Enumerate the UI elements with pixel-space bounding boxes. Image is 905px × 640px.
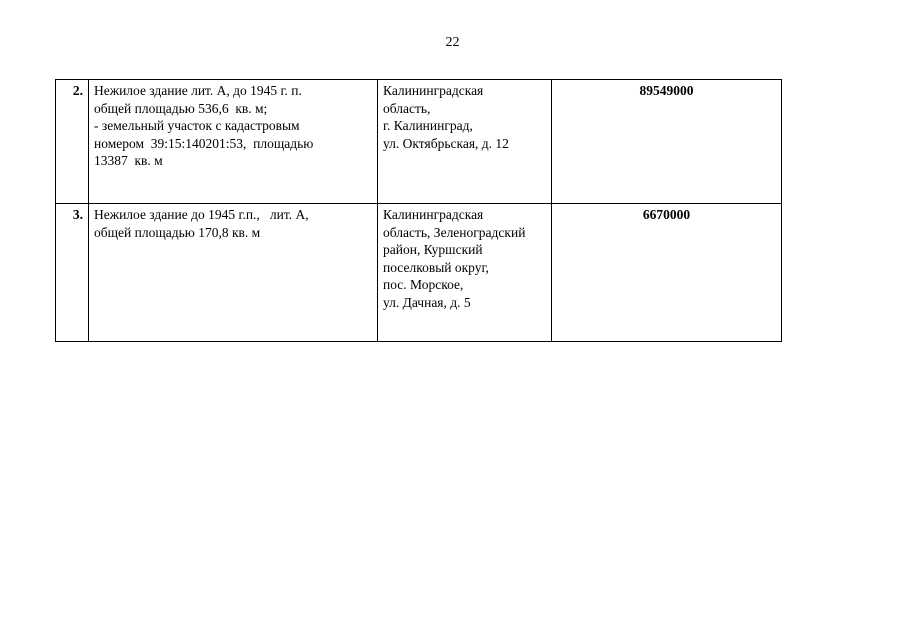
address-line: ул. Дачная, д. 5 (383, 294, 471, 310)
property-price: 89549000 (552, 80, 782, 204)
property-address (378, 204, 552, 342)
row-number: 3. (56, 204, 89, 342)
description-line: 13387 кв. м (94, 153, 163, 168)
page-number: 22 (445, 35, 460, 50)
address-line: ул. Октябрьская, д. 12 (383, 135, 509, 151)
description-line: номером 39:15:140201:53, площадью (94, 135, 314, 151)
table-row (56, 204, 782, 342)
property-address (378, 80, 552, 204)
description-line: Нежилое здание до 1945 г.п., лит. А, (94, 207, 309, 222)
address-line: Калининградская (383, 207, 484, 222)
description-line: общей площадью 536,6 кв. м; (94, 100, 268, 116)
property-table (55, 79, 782, 342)
address-line: район, Куршский (383, 242, 483, 257)
table-row (56, 80, 782, 204)
address-line: область, Зеленоградский (383, 224, 526, 240)
description-line: общей площадью 170,8 кв. м (94, 224, 261, 240)
address-line: пос. Морское, (383, 277, 464, 292)
address-line: область, (383, 100, 431, 116)
description-line: Нежилое здание лит. А, до 1945 г. п. (94, 83, 302, 98)
address-line: поселковый округ, (383, 259, 489, 275)
address-line: Калининградская (383, 83, 484, 98)
row-number: 2. (56, 80, 89, 204)
description-line: - земельный участок с кадастровым (94, 118, 300, 133)
property-price: 6670000 (552, 204, 782, 342)
property-description (89, 80, 378, 204)
address-line: г. Калининград, (383, 118, 473, 133)
property-description (89, 204, 378, 342)
